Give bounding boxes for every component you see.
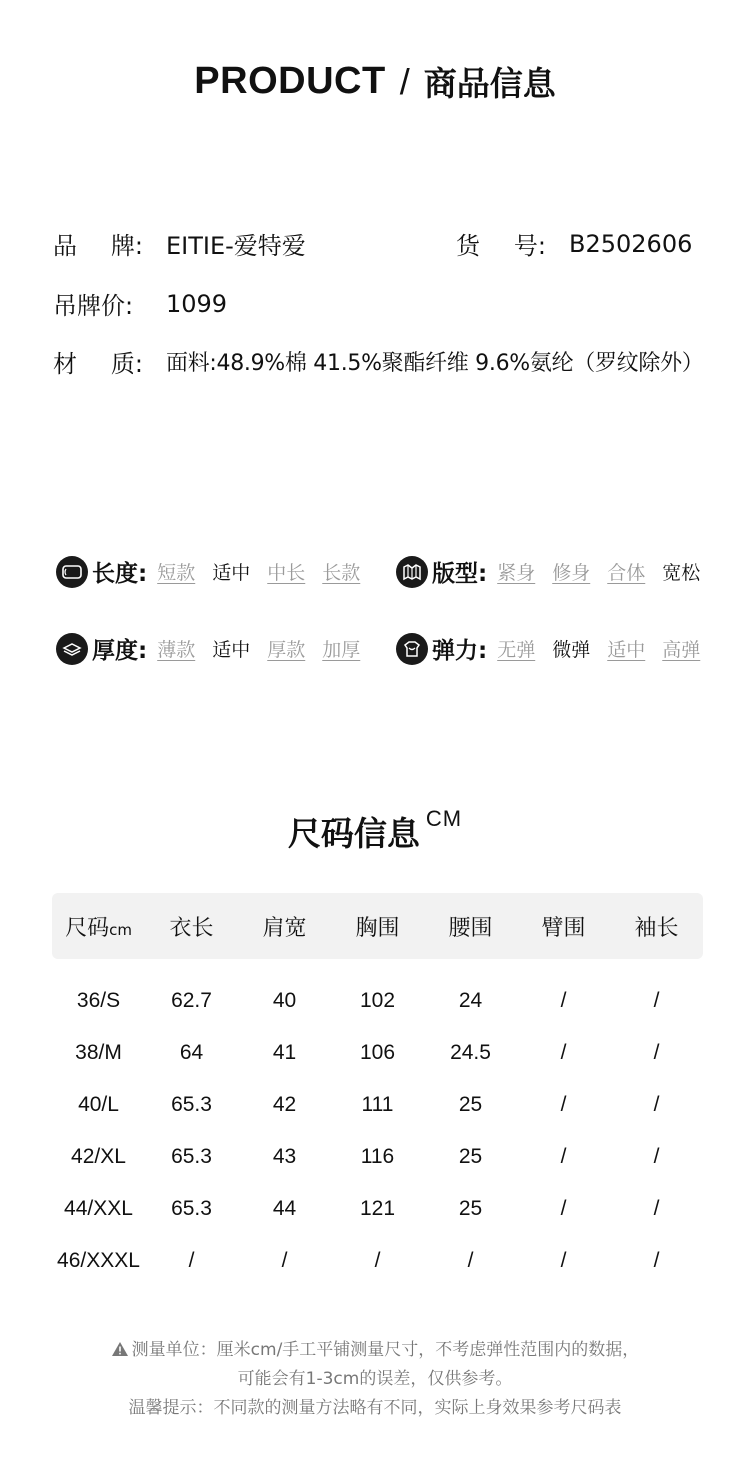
size-label-cell: 40/L (78, 1093, 119, 1116)
size-table-cell: 62.7 (171, 989, 212, 1012)
size-table-row (52, 1079, 703, 1131)
thickness-option: 适中 (212, 639, 251, 661)
size-table-cell: 65.3 (171, 1093, 212, 1116)
size-label-cell: 44/XXL (64, 1197, 133, 1220)
size-table-cell: 106 (359, 1041, 396, 1064)
page-title (0, 58, 750, 105)
elasticity-option: 高弹 (662, 639, 701, 661)
brand-key: 品 牌: (53, 232, 143, 260)
size-table-cell: 44 (272, 1197, 297, 1220)
size-table-row (52, 975, 703, 1027)
length-option: 中长 (267, 562, 306, 584)
attr-length-label: 长度: (92, 561, 148, 587)
note-line-1: 测量单位：厘米cm/手工平铺测量尺寸，不考虑弹性范围内的数据， (0, 1336, 750, 1365)
elasticity-icon (396, 633, 428, 665)
attr-length (56, 555, 377, 588)
size-table-header-cell: 衣长 (169, 915, 214, 941)
elasticity-option: 适中 (607, 639, 646, 661)
attr-elasticity-options (497, 635, 717, 662)
length-icon (56, 556, 88, 588)
note-line-2: 可能会有1-3cm的误差，仅供参考。 (237, 1369, 513, 1389)
size-table-cell: 41 (272, 1041, 297, 1064)
size-table-header (52, 893, 703, 959)
attr-thickness-label: 厚度: (92, 638, 148, 664)
fit-option: 宽松 (662, 562, 701, 584)
size-table-cell: 65.3 (171, 1197, 212, 1220)
size-table (52, 893, 703, 1287)
elasticity-option: 无弹 (497, 639, 536, 661)
size-table-row (52, 1235, 703, 1287)
size-table-header-cell: 胸围 (355, 915, 400, 941)
size-table-cell: 25 (458, 1093, 483, 1116)
attr-fit (396, 555, 717, 588)
length-option: 长款 (322, 562, 361, 584)
measurement-notes (0, 1336, 750, 1423)
tag-price-value: 1099 (166, 289, 228, 318)
size-table-cell: 24.5 (450, 1041, 491, 1064)
size-table-cell: 111 (361, 1093, 394, 1116)
page-title-en: PRODUCT (194, 60, 386, 102)
attr-thickness-options (157, 635, 377, 662)
size-table-cell: 121 (359, 1197, 396, 1220)
size-table-cell: / (560, 1041, 567, 1064)
size-label-cell: 36/S (76, 989, 121, 1012)
size-table-cell: 40 (272, 989, 297, 1012)
size-table-cell: / (560, 1145, 567, 1168)
size-header-unit: cm (109, 920, 132, 939)
attr-fit-label: 版型: (432, 561, 488, 587)
size-table-header-cell: 腰围 (448, 915, 493, 941)
fit-option: 修身 (552, 562, 591, 584)
thickness-icon (56, 633, 88, 665)
fit-option: 紧身 (497, 562, 536, 584)
material-value: 面料:48.9%棉 41.5%聚酯纤维 9.6%氨纶（罗纹除外） (166, 351, 704, 376)
item-code-row (456, 226, 692, 261)
size-table-cell: 102 (359, 989, 396, 1012)
tag-price-row (53, 286, 227, 321)
size-table-row (52, 1027, 703, 1079)
size-table-cell: / (653, 1249, 660, 1272)
brand-value: EITIE-爱特爱 (166, 232, 306, 260)
brand-row (53, 226, 306, 261)
size-table-header-cell: 袖长 (634, 915, 679, 941)
size-table-cell: / (560, 1197, 567, 1220)
elasticity-option: 微弹 (552, 639, 591, 661)
size-table-cell: 116 (360, 1145, 395, 1168)
size-info-title-unit: CM (425, 806, 463, 831)
size-table-cell: / (653, 1093, 660, 1116)
size-table-cell: / (653, 1041, 660, 1064)
attr-elasticity (396, 632, 717, 665)
page-title-separator: / (399, 60, 410, 102)
material-row (53, 344, 703, 379)
size-table-cell: / (467, 1249, 474, 1272)
attr-fit-options (497, 558, 717, 585)
tag-price-key: 吊牌价: (53, 292, 134, 320)
size-table-cell: 24 (458, 989, 483, 1012)
attr-thickness (56, 632, 377, 665)
warning-icon (111, 1338, 129, 1354)
size-info-title-cn: 尺码信息 (287, 814, 420, 853)
page-title-cn: 商品信息 (423, 64, 556, 103)
size-table-cell: / (374, 1249, 381, 1272)
size-table-cell: / (560, 1093, 567, 1116)
size-table-cell: / (188, 1249, 195, 1272)
size-table-row (52, 1131, 703, 1183)
size-table-cell: 25 (458, 1145, 483, 1168)
fit-option: 合体 (607, 562, 646, 584)
length-option: 适中 (212, 562, 251, 584)
note-line-3: 温馨提示：不同款的测量方法略有不同，实际上身效果参考尺码表 (128, 1398, 622, 1418)
attr-length-options (157, 558, 377, 585)
size-table-cell: / (281, 1249, 288, 1272)
length-option: 短款 (157, 562, 196, 584)
size-table-cell: / (560, 989, 567, 1012)
thickness-option: 薄款 (157, 639, 196, 661)
size-table-row (52, 1183, 703, 1235)
size-table-body (52, 975, 703, 1287)
size-table-header-cell: 尺码cm (65, 915, 132, 941)
size-table-header-cell: 臂围 (541, 915, 586, 941)
size-table-cell: / (653, 1197, 660, 1220)
size-table-cell: 42 (272, 1093, 297, 1116)
size-table-cell: 65.3 (171, 1145, 212, 1168)
size-label-cell: 46/XXXL (57, 1249, 140, 1272)
size-label-cell: 38/M (75, 1041, 122, 1064)
size-table-cell: / (560, 1249, 567, 1272)
size-table-cell: / (653, 1145, 660, 1168)
item-code-key: 货 号: (456, 232, 546, 260)
fit-icon (396, 556, 428, 588)
size-table-cell: 25 (458, 1197, 483, 1220)
item-code-value: B2502606 (569, 229, 693, 258)
thickness-option: 加厚 (322, 639, 361, 661)
size-table-cell: 43 (272, 1145, 297, 1168)
size-label-cell: 42/XL (71, 1145, 126, 1168)
size-info-title (0, 806, 750, 855)
size-table-cell: 64 (179, 1041, 204, 1064)
thickness-option: 厚款 (267, 639, 306, 661)
attr-elasticity-label: 弹力: (432, 638, 488, 664)
size-table-header-cell: 肩宽 (262, 915, 307, 941)
size-table-cell: / (653, 989, 660, 1012)
material-key: 材 质: (53, 350, 143, 378)
